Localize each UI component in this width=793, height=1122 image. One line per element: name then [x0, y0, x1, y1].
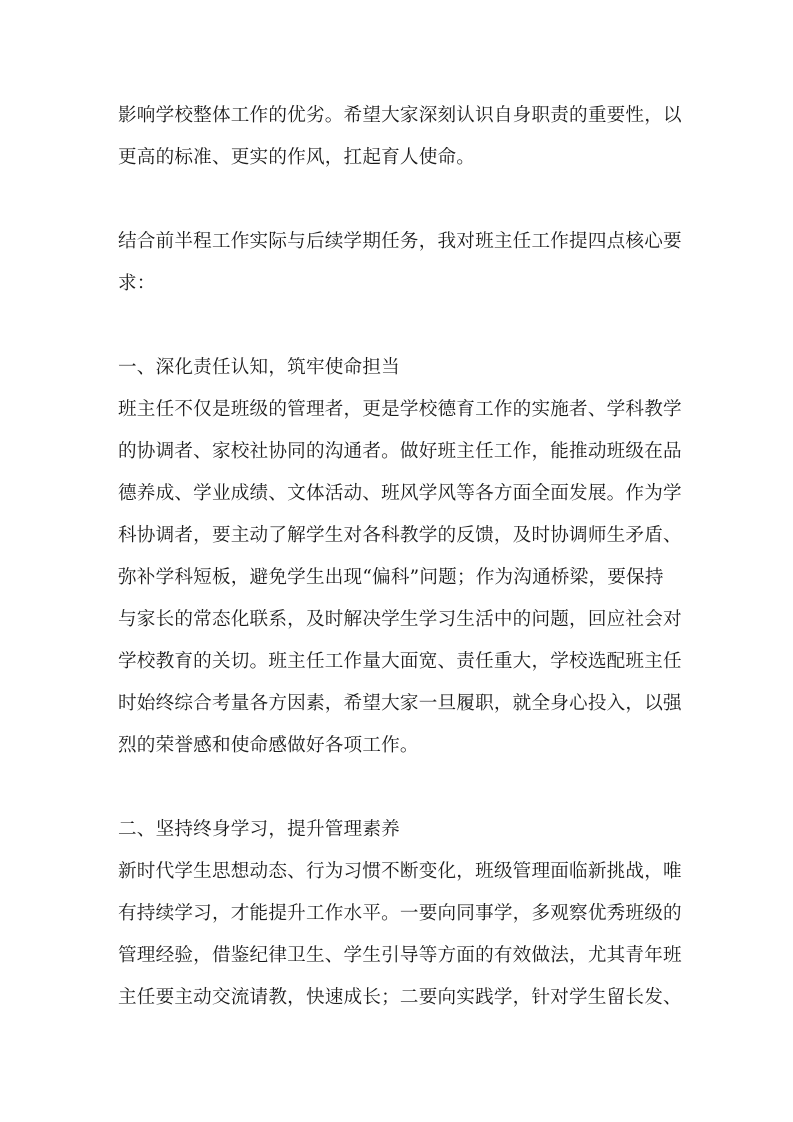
- paragraph-line: 主任要主动交流请教，快速成长；二要向实践学，针对学生留长发、: [118, 987, 682, 1008]
- paragraph-line: 的协调者、家校社协同的沟通者。做好班主任工作，能推动班级在品: [118, 441, 682, 462]
- paragraph-line: 新时代学生思想动态、行为习惯不断变化，班级管理面临新挑战，唯: [118, 861, 682, 882]
- section-heading-1: 一、深化责任认知，筑牢使命担当: [118, 357, 400, 378]
- section-heading-2: 二、坚持终身学习，提升管理素养: [118, 819, 400, 840]
- paragraph-line: 学校教育的关切。班主任工作量大面宽、责任重大，学校选配班主任: [118, 651, 682, 672]
- paragraph-line: 烈的荣誉感和使命感做好各项工作。: [118, 735, 419, 756]
- paragraph-line: 班主任不仅是班级的管理者，更是学校德育工作的实施者、学科教学: [118, 399, 682, 420]
- paragraph-line: 德养成、学业成绩、文体活动、班风学风等各方面全面发展。作为学: [118, 483, 682, 504]
- paragraph-line: 求：: [118, 273, 156, 294]
- paragraph-line: 影响学校整体工作的优劣。希望大家深刻认识自身职责的重要性，以: [118, 105, 682, 126]
- paragraph-line: 时始终综合考量各方因素，希望大家一旦履职，就全身心投入，以强: [118, 693, 682, 714]
- paragraph-line: 弥补学科短板，避免学生出现“偏科”问题；作为沟通桥梁，要保持: [118, 567, 664, 588]
- paragraph-line: 更高的标准、更实的作风，扛起育人使命。: [118, 147, 476, 168]
- paragraph-line: 管理经验，借鉴纪律卫生、学生引导等方面的有效做法，尤其青年班: [118, 945, 682, 966]
- paragraph-line: 结合前半程工作实际与后续学期任务，我对班主任工作提四点核心要: [118, 231, 682, 252]
- paragraph-line: 有持续学习，才能提升工作水平。一要向同事学，多观察优秀班级的: [118, 903, 682, 924]
- paragraph-line: 科协调者，要主动了解学生对各科教学的反馈，及时协调师生矛盾、: [118, 525, 682, 546]
- paragraph-line: 与家长的常态化联系，及时解决学生学习生活中的问题，回应社会对: [118, 609, 682, 630]
